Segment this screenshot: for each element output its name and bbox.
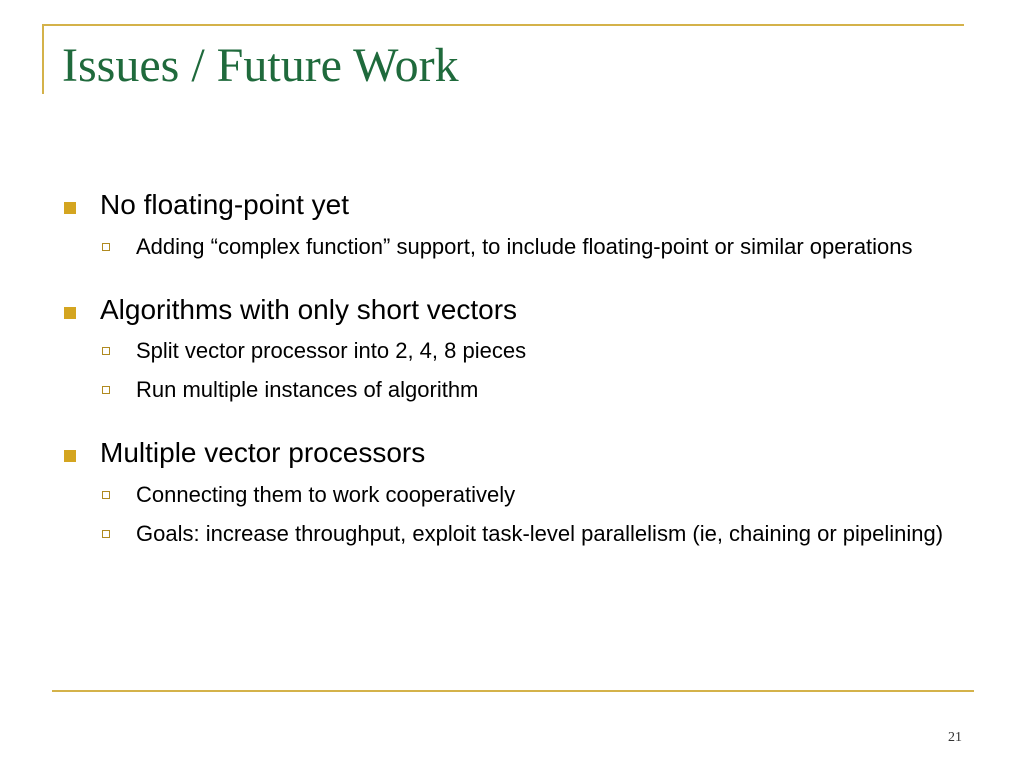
sub-bullet-text: Run multiple instances of algorithm [136, 377, 479, 403]
hollow-square-bullet-icon [102, 530, 110, 538]
square-bullet-icon [64, 202, 76, 214]
page-number: 21 [948, 730, 962, 745]
hollow-square-bullet-icon [102, 491, 110, 499]
sub-bullet-item [100, 517, 944, 550]
sub-bullet-text: Goals: increase throughput, exploit task-level parallelism (ie, chaining or pipelining) [136, 520, 944, 546]
bullet-item [64, 188, 944, 263]
top-border-line [42, 24, 964, 26]
left-border-line [42, 24, 44, 94]
bullet-text: Algorithms with only short vectors [100, 293, 518, 325]
bottom-border-line [52, 690, 974, 692]
slide-title: Issues / Future Work [62, 39, 459, 92]
bullet-text: No floating-point yet [100, 189, 350, 220]
sub-bullet-item [100, 334, 944, 367]
sub-bullet-text: Connecting them to work cooperatively [136, 481, 516, 507]
bullet-text: Multiple vector processors [100, 437, 426, 469]
sub-bullet-text: Adding “complex function” support, to include floating-point or similar operations [136, 233, 913, 259]
bullet-item [64, 293, 944, 407]
bullet-item [64, 436, 944, 550]
sub-bullet-item [100, 373, 944, 406]
hollow-square-bullet-icon [102, 243, 110, 251]
sub-bullet-item [100, 478, 944, 511]
square-bullet-icon [64, 307, 76, 319]
hollow-square-bullet-icon [102, 386, 110, 394]
bullet-list [64, 188, 944, 556]
sub-bullet-item [100, 230, 944, 263]
sub-bullet-text: Split vector processor into 2, 4, 8 pieces [136, 338, 527, 364]
hollow-square-bullet-icon [102, 347, 110, 355]
square-bullet-icon [64, 450, 76, 462]
